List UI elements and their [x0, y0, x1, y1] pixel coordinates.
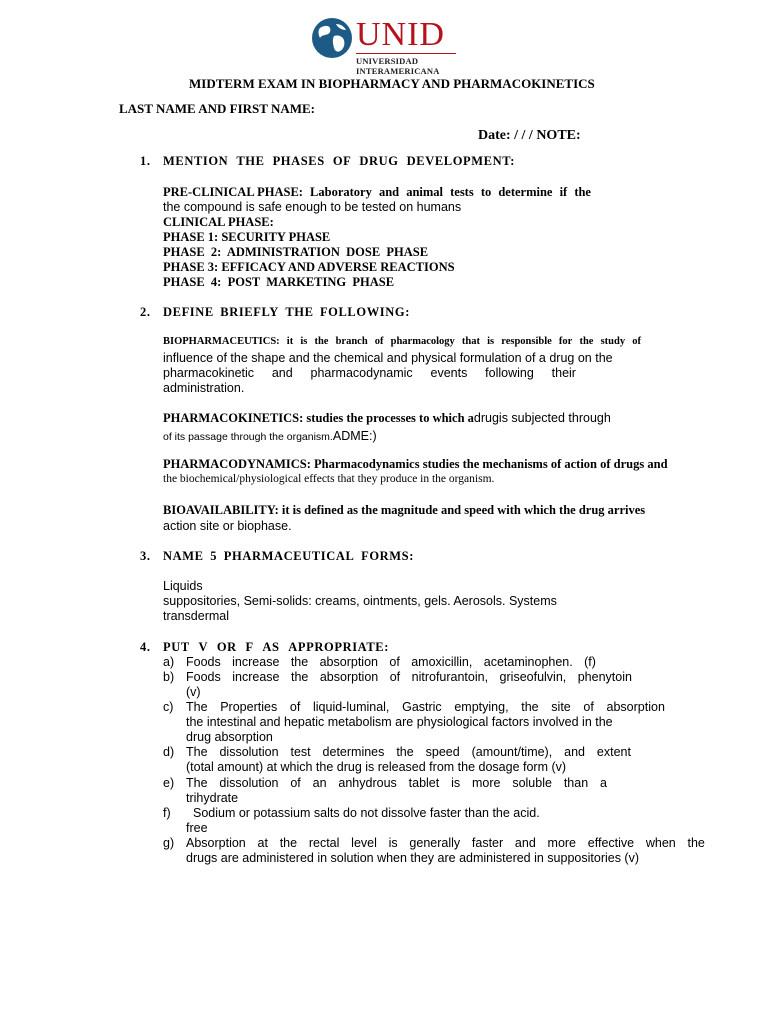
name-label: LAST NAME AND FIRST NAME: — [119, 101, 315, 116]
q4-item-d-cont: (total amount) at which the drug is released from the dosage form (v) — [186, 760, 567, 774]
q3-heading: NAME 5 PHARMACEUTICAL FORMS: — [163, 549, 414, 563]
q2-heading: DEFINE BRIEFLY THE FOLLOWING: — [163, 305, 410, 319]
q2-bio-line4: administration. — [163, 381, 245, 395]
q1-phase4: PHASE 4: POST MARKETING PHASE — [163, 275, 395, 289]
q1-preclinical: PRE-CLINICAL PHASE: Laboratory and animal tests to determine if the — [163, 185, 591, 199]
q4-item-a: Foods increase the absorption of amoxicillin, acetaminophen. (f) — [186, 655, 596, 669]
q4-item-f-letter: f) — [163, 806, 171, 820]
logo-name: UNID — [356, 16, 445, 53]
q2-bio-line2: influence of the shape and the chemical and physical formulation of a drug on the — [163, 351, 613, 365]
q3-line3: transdermal — [163, 609, 229, 623]
q4-item-e-cont: trihydrate — [186, 791, 239, 805]
q1-clinical: CLINICAL PHASE: — [163, 215, 274, 229]
q4-item-b: Foods increase the absorption of nitrofurantoin, griseofulvin, phenytoin — [186, 670, 632, 684]
q4-item-g: Absorption at the rectal level is generally faster and more effective when the — [186, 836, 705, 850]
q2-pd-line2: the biochemical/physiological effects that they produce in the organism. — [163, 473, 495, 485]
q4-item-c-cont: the intestinal and hepatic metabolism are physiological factors involved in the — [186, 715, 613, 729]
q2-ba-line2: action site or biophase. — [163, 519, 292, 533]
q4-item-c: The Properties of liquid-luminal, Gastric emptying, the site of absorption — [186, 700, 665, 714]
q2-pharmacokinetics: PHARMACOKINETICS: studies the processes to which adrugis subjected through — [163, 411, 611, 425]
q4-item-f: Sodium or potassium salts do not dissolve faster than the acid. — [193, 806, 540, 820]
unid-logo — [310, 14, 460, 76]
q4-item-d: The dissolution test determines the speed (amount/time), and extent — [186, 745, 631, 759]
exam-title: MIDTERM EXAM IN BIOPHARMACY AND PHARMACOKINETICS — [189, 76, 595, 91]
q4-number: 4. — [140, 640, 151, 654]
q1-number: 1. — [140, 154, 151, 168]
q1-heading: MENTION THE PHASES OF DRUG DEVELOPMENT: — [163, 154, 515, 168]
q4-item-g-cont: drugs are administered in solution when they are administered in suppositories (v) — [186, 851, 640, 865]
q2-number: 2. — [140, 305, 151, 319]
q1-phase3: PHASE 3: EFFICACY AND ADVERSE REACTIONS — [163, 260, 455, 274]
globe-icon — [310, 16, 354, 60]
q2-bio-line3: pharmacokinetic and pharmacodynamic events following their — [163, 366, 576, 380]
q4-item-c-cont2: drug absorption — [186, 730, 273, 744]
q3-number: 3. — [140, 549, 151, 563]
q4-item-d-letter: d) — [163, 745, 175, 759]
q1-phase2: PHASE 2: ADMINISTRATION DOSE PHASE — [163, 245, 429, 259]
q4-item-f-cont: free — [186, 821, 208, 835]
q2-pharmacodynamics: PHARMACODYNAMICS: Pharmacodynamics studies the mechanisms of action of drugs and — [163, 457, 668, 471]
q4-item-e-letter: e) — [163, 776, 175, 790]
q4-item-c-letter: c) — [163, 700, 174, 714]
q2-pk-line2: of its passage through the organism.ADME:) — [163, 429, 377, 443]
q1-preclinical-cont: the compound is safe enough to be tested on humans — [163, 200, 462, 214]
q3-line1: Liquids — [163, 579, 203, 593]
q3-line2: suppositories, Semi-solids: creams, ointments, gels. Aerosols. Systems — [163, 594, 557, 608]
q4-item-b-letter: b) — [163, 670, 175, 684]
q4-item-g-letter: g) — [163, 836, 175, 850]
q4-heading: PUT V OR F AS APPROPRIATE: — [163, 640, 389, 654]
q2-biopharmaceutics: BIOPHARMACEUTICS: it is the branch of pharmacology that is responsible for the study of — [163, 336, 641, 347]
q4-item-a-letter: a) — [163, 655, 175, 669]
q2-bioavailability: BIOAVAILABILITY: it is defined as the magnitude and speed with which the drug arrives — [163, 503, 646, 517]
q4-item-e: The dissolution of an anhydrous tablet is more soluble than a — [186, 776, 607, 790]
q4-item-b-cont: (v) — [186, 685, 201, 699]
logo-rule — [356, 53, 456, 54]
q1-phase1: PHASE 1: SECURITY PHASE — [163, 230, 331, 244]
date-note-label: Date: / / / NOTE: — [478, 128, 581, 143]
logo-subtitle: UNIVERSIDAD INTERAMERICANA — [356, 56, 440, 76]
